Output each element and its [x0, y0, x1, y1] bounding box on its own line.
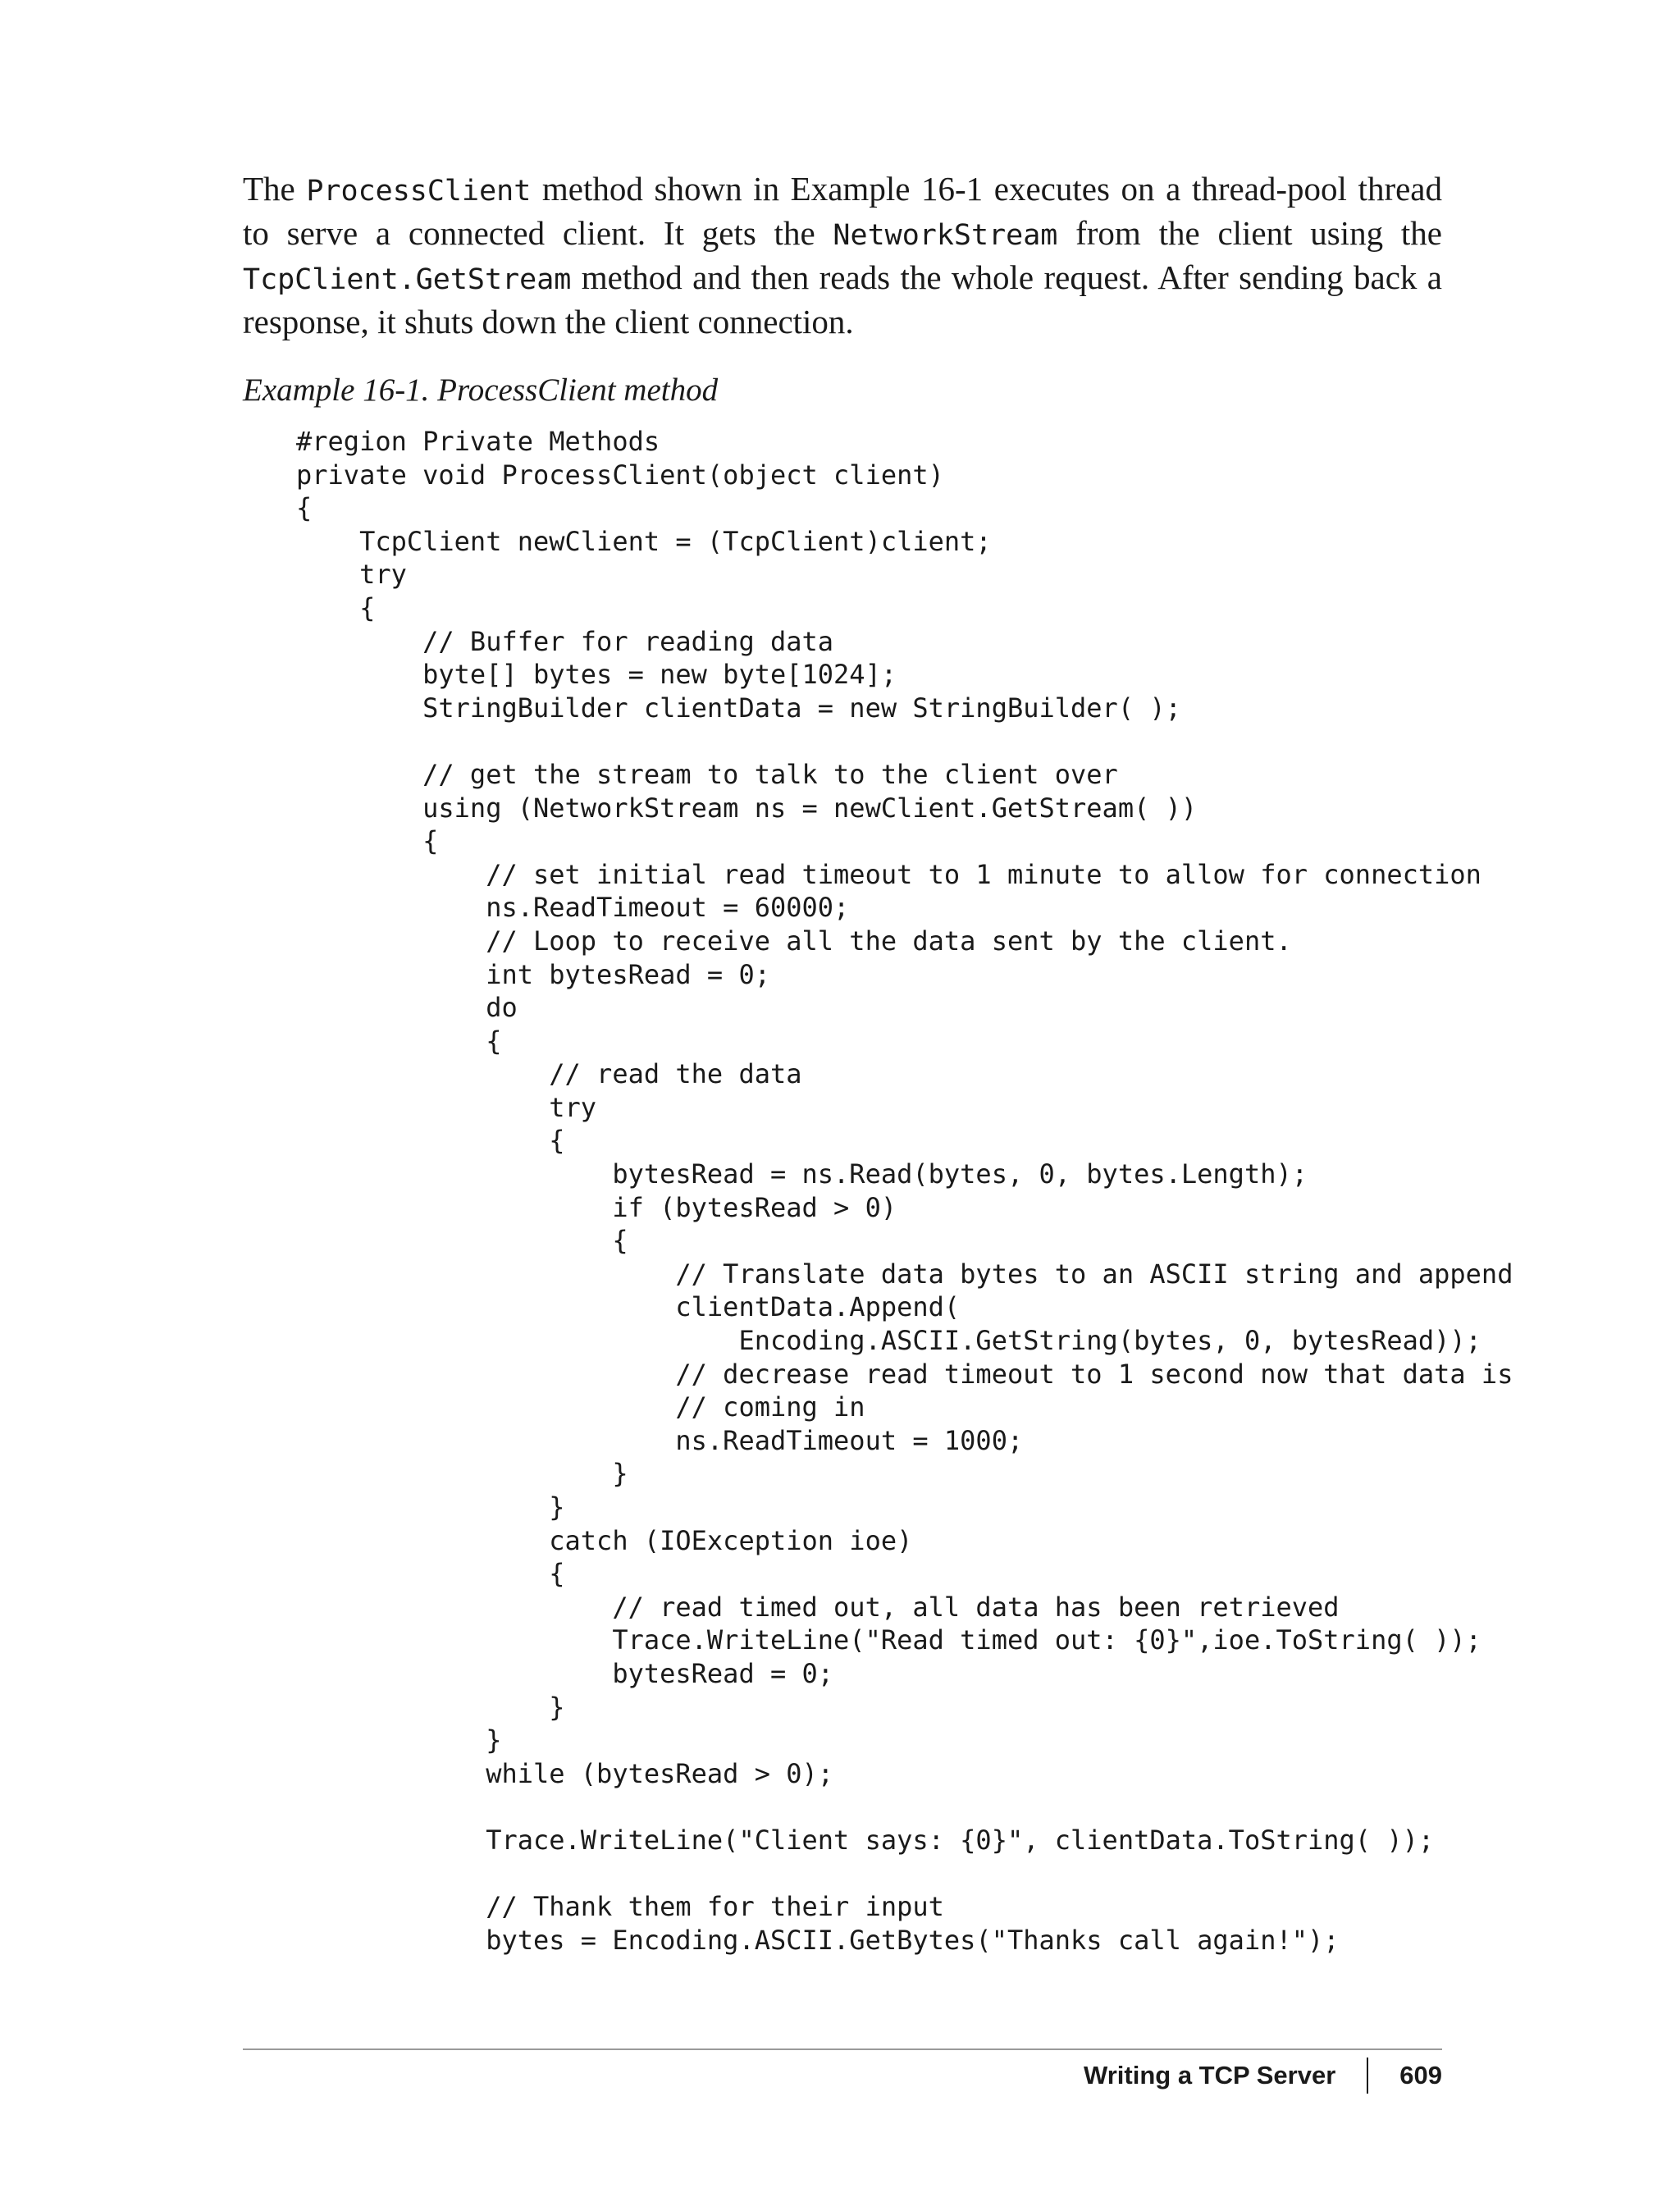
page-number: 609 — [1399, 2061, 1442, 2090]
code-line: Trace.WriteLine("Read timed out: {0}",ioe.ToString( )); — [296, 1624, 1481, 1656]
code-line: // Thank them for their input — [296, 1891, 944, 1923]
code-line: ns.ReadTimeout = 1000; — [296, 1424, 1024, 1456]
intro-paragraph — [243, 168, 1442, 343]
code-line: } — [296, 1691, 565, 1723]
code-line: { — [296, 825, 439, 857]
code-line: // coming in — [296, 1391, 865, 1423]
code-line — [296, 724, 1513, 758]
code-line: Trace.WriteLine("Client says: {0}", clientData.ToString( )); — [296, 1824, 1435, 1856]
inline-code: NetworkStream — [833, 219, 1058, 252]
example-caption: Example 16-1. ProcessClient method — [243, 372, 719, 408]
page-footer — [1084, 2051, 1442, 2100]
running-footer-title: Writing a TCP Server — [1084, 2061, 1336, 2090]
code-line: } — [296, 1491, 565, 1523]
code-line: } — [296, 1458, 628, 1490]
code-line — [296, 1790, 1513, 1824]
inline-code: ProcessClient — [306, 175, 532, 208]
code-line: // read timed out, all data has been retrieved — [296, 1591, 1340, 1623]
code-line: TcpClient newClient = (TcpClient)client; — [296, 525, 992, 557]
code-line: #region Private Methods — [296, 426, 660, 457]
code-line: clientData.Append( — [296, 1291, 961, 1323]
code-line: bytes = Encoding.ASCII.GetBytes("Thanks call again!"); — [296, 1924, 1340, 1956]
code-line: // read the data — [296, 1058, 802, 1090]
code-line: using (NetworkStream ns = newClient.GetStream( )) — [296, 792, 1198, 824]
footer-separator — [1367, 2058, 1368, 2094]
code-line: bytesRead = ns.Read(bytes, 0, bytes.Length); — [296, 1158, 1308, 1190]
intro-line-2: to serve a connected client. It gets the NetworkStream from the client using the — [243, 214, 1442, 252]
code-line: try — [296, 1091, 597, 1123]
code-line: byte[] bytes = new byte[1024]; — [296, 659, 897, 691]
inline-code: TcpClient.GetStream — [243, 263, 572, 296]
code-line: { — [296, 1125, 565, 1157]
code-line: { — [296, 591, 376, 623]
code-line: // Buffer for reading data — [296, 625, 834, 657]
code-line: Encoding.ASCII.GetString(bytes, 0, bytesRead)); — [296, 1325, 1481, 1357]
code-line: { — [296, 1025, 502, 1057]
intro-line-1: The ProcessClient method shown in Example 16-1 executes on a thread-pool thread — [243, 170, 1442, 208]
code-line: // get the stream to talk to the client over — [296, 758, 1118, 790]
code-line: bytesRead = 0; — [296, 1657, 834, 1689]
code-line: // decrease read timeout to 1 second now that data is — [296, 1358, 1513, 1390]
code-line — [296, 1857, 1513, 1891]
code-line: StringBuilder clientData = new StringBuilder( ); — [296, 692, 1181, 724]
intro-line-4: response, it shuts down the client connection. — [243, 303, 854, 340]
code-line: int bytesRead = 0; — [296, 958, 770, 990]
intro-line-3: TcpClient.GetStream method and then reads the whole request. After sending back a — [243, 258, 1442, 296]
code-line: ns.ReadTimeout = 60000; — [296, 892, 850, 924]
code-line: // Translate data bytes to an ASCII string and append — [296, 1258, 1513, 1290]
code-line: } — [296, 1724, 502, 1756]
code-line: { — [296, 492, 313, 524]
footer-rule — [243, 2048, 1442, 2050]
code-listing — [296, 425, 1513, 1957]
code-line: // set initial read timeout to 1 minute to allow for connection — [296, 858, 1481, 890]
code-line: // Loop to receive all the data sent by the client. — [296, 925, 1292, 957]
code-line: private void ProcessClient(object client) — [296, 459, 944, 491]
code-line: { — [296, 1558, 565, 1590]
code-line: while (bytesRead > 0); — [296, 1757, 834, 1789]
code-line: { — [296, 1225, 628, 1257]
code-line: catch (IOException ioe) — [296, 1524, 913, 1556]
code-line: try — [296, 559, 407, 591]
code-line: do — [296, 992, 518, 1024]
code-line: if (bytesRead > 0) — [296, 1191, 897, 1223]
